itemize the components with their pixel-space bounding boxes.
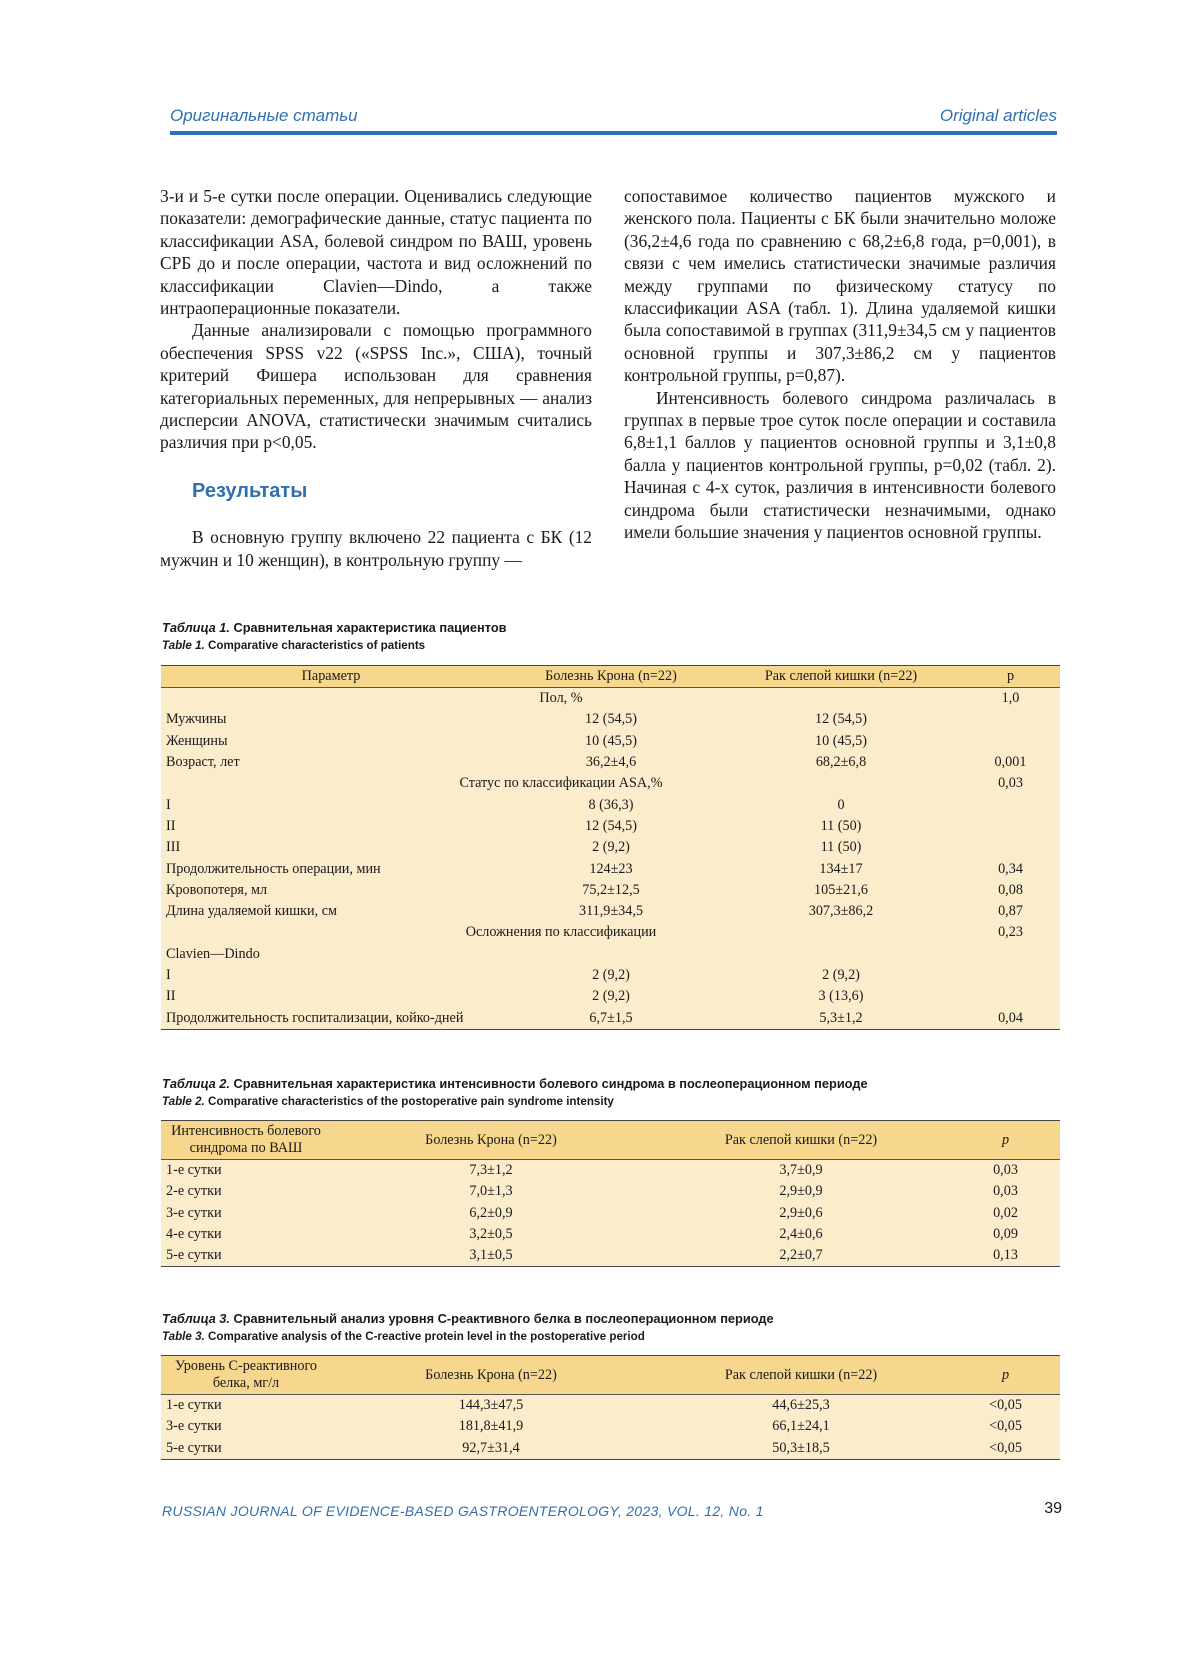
table2-cell-cancer: 3,7±0,9 [779,1162,823,1179]
table3-header: Уровень С-реактивного белка, мг/л [161,1356,331,1395]
table-row [161,986,1060,1007]
table2-cell-cancer: 2,4±0,6 [779,1226,823,1243]
table1-section-label: Статус по классификации ASA,% [459,775,663,792]
table-row [161,1224,1060,1245]
paragraph-statistics: Данные анализировали с помощью программного обеспечения SPSS v22 («SPSS Inc.», США), точный критерий Фишера использован для сравнения категориальных переменных, для непрерывных — анализ дисперсии ANOVA, статистически значимым считались различия при p<0,05. [160,320,592,453]
table3-label-ru: Таблица 3. [162,1311,230,1326]
table-row [161,1160,1060,1182]
paragraph-results-start: В основную группу включено 22 пациента с БК (12 мужчин и 10 женщин), в контрольную группу — [160,527,592,570]
table1-cell-cancer: 307,3±86,2 [808,903,874,920]
table2-cell-crohn: 6,2±0,9 [469,1204,513,1221]
table1-cell-crohn: 2 (9,2) [592,988,630,1005]
table2-cell-crohn: 7,3±1,2 [469,1162,513,1179]
table-row [161,1438,1060,1460]
table3-cell-day: 3-е сутки [166,1418,222,1435]
table3-cell-p: <0,05 [989,1397,1022,1414]
table2-label-ru: Таблица 2. [162,1076,230,1091]
table1-cell-p [961,944,1060,965]
table1-cell-p [961,965,1060,986]
table1-cell-cancer: 10 (45,5) [814,732,867,749]
table2-cell-day: 3-е сутки [166,1204,222,1221]
table1-cell-cancer: 2 (9,2) [822,967,860,983]
table1-cell-crohn: 2 (9,2) [592,839,630,856]
table1-header: p [961,666,1060,688]
header-section-en: Original articles [939,106,1057,125]
table1-cell-cancer: 0 [837,796,845,813]
table1-cell-crohn: 6,7±1,5 [501,1007,721,1029]
table3-header: Болезнь Крона (n=22) [331,1356,651,1395]
table1-cell-p: 1,0 [1001,690,1020,707]
table2-header: Болезнь Крона (n=22) [331,1121,651,1160]
header-section-ru: Оригинальные статьи [170,106,358,125]
table3-title-en: Comparative analysis of the C-reactive protein level in the postoperative period [207,1330,645,1343]
table1-cell-param: Продолжительность госпитализации, койко-дней [161,1007,501,1029]
table1-cell-cancer [721,944,961,965]
table1-cell-param: II [166,988,176,1005]
table-row [161,794,1060,815]
table-row [161,880,1060,901]
table2-cell-crohn: 3,1±0,5 [331,1245,651,1267]
table3-cell-p: <0,05 [951,1438,1060,1460]
table3-label-en: Table 3. [162,1330,205,1343]
table2-cell-p: 0,02 [993,1204,1018,1221]
table1-cell-cancer: 5,3±1,2 [721,1007,961,1029]
table3-cell-crohn: 144,3±47,5 [458,1397,524,1414]
table1-cell-cancer: 68,2±6,8 [815,754,867,771]
table1-cell-crohn: 311,9±34,5 [578,903,643,920]
table1-cell-cancer: 11 (50) [820,817,862,834]
table1-cell-param: Длина удаляемой кишки, см [166,903,338,920]
table3-caption [162,1311,774,1343]
table3-cell-day: 5-е сутки [161,1438,331,1460]
table1-cell-crohn: 10 (45,5) [584,732,637,749]
table-row [161,816,1060,837]
paragraph-methods-end: 3-и и 5-е сутки после операции. Оценивались следующие показатели: демографические данные, статус пациента по классификации ASA, болевой синдром по ВАШ, уровень СРБ до и после операции, частота и вид осложнений по классификации Clavien—Dindo, а также интраоперационные показатели. [160,186,592,319]
table-row [161,837,1060,858]
table1-title-ru: Сравнительная характеристика пациентов [233,620,507,635]
table2-header: p [951,1121,1060,1160]
table1-header: Параметр [161,666,501,688]
table1-cell-p: 0,34 [998,860,1023,877]
table1-cell-cancer: 3 (13,6) [818,988,864,1005]
table1-header-row [161,666,1060,688]
table1-cell-p [961,816,1060,837]
table1-cell-param: Продолжительность операции, мин [166,860,381,877]
table2-caption [162,1076,868,1108]
table1-cell-cancer: 11 (50) [820,839,862,856]
section-heading-results: Результаты [192,479,308,502]
table-row [161,944,1060,965]
table2-cell-p: 0,03 [993,1183,1018,1200]
table-row [161,1203,1060,1224]
table1-cell-crohn: 12 (54,5) [584,817,637,834]
paragraph-pain-intensity: Интенсивность болевого синдрома различалась в группах в первые трое суток после операции и составила 6,8±1,1 баллов у пациентов основной группы и 3,1±0,8 балла у пациентов контрольной группы, p=0,02 (табл. 2). Начиная с 4-х суток, различия в интенсивности болевого синдрома были статистически незначимыми, однако имели большие значения у пациентов основной группы. [624,387,1056,543]
table3-cell-cancer: 66,1±24,1 [772,1418,830,1435]
table2-title-ru: Сравнительная характеристика интенсивности болевого синдрома в послеоперационном периоде [233,1076,868,1091]
table3-cell-cancer: 44,6±25,3 [772,1397,830,1414]
table3-cell-crohn: 92,7±31,4 [331,1438,651,1460]
table3-header-row [161,1356,1060,1395]
table2-cell-p: 0,03 [993,1162,1018,1179]
table1-cell-p: 0,04 [961,1007,1060,1029]
table1-section-row [161,922,1060,943]
table2-label-en: Table 2. [162,1095,205,1108]
table2-cell-cancer: 2,9±0,6 [779,1204,823,1221]
table1-cell-p [961,709,1060,730]
table2-cell-p: 0,13 [951,1245,1060,1267]
table1-section-row [161,773,1060,794]
table1-title-en: Comparative characteristics of patients [207,639,426,652]
right-column [624,185,1056,544]
table1-cell-crohn [501,944,721,965]
table1-cell-crohn: 12 (54,5) [584,711,637,728]
table1-cell-param: Clavien—Dindo [166,945,260,962]
table2-cell-crohn: 3,2±0,5 [469,1226,513,1243]
table2-cell-crohn: 7,0±1,3 [469,1183,513,1200]
table-row [161,731,1060,752]
table1-cell-crohn: 2 (9,2) [592,967,630,983]
table3 [161,1355,1060,1460]
table2-cell-day: 2-е сутки [166,1183,222,1200]
table2-cell-day: 1-е сутки [166,1162,222,1179]
table2-cell-p: 0,09 [993,1226,1018,1243]
table1-header: Болезнь Крона (n=22) [501,666,721,688]
table2 [161,1120,1060,1267]
table1 [161,665,1060,1030]
table1-cell-p: 0,08 [998,881,1023,898]
table1-section-label: Пол, % [539,690,583,707]
table2-cell-day: 5-е сутки [161,1245,331,1267]
table1-section-label: Осложнения по классификации [465,924,657,941]
paragraph-results-groups: сопоставимое количество пациентов мужского и женского пола. Пациенты с БК были значительно моложе (36,2±4,6 года по сравнению с 68,2±6,8 года, p=0,001), в связи с чем имелись статистически значимые различия между группами по физическому статусу по классификации ASA (табл. 1). Длина удаляемой кишки была сопоставимой в группах (311,9±34,5 см у пациентов основной группы и 307,3±86,2 см у пациентов контрольной группы, p=0,87). [624,186,1056,386]
table2-header-row [161,1121,1060,1160]
table-row [161,752,1060,773]
table1-caption [162,620,507,652]
table1-cell-p: 0,001 [994,754,1027,771]
table1-cell-cancer: 105±21,6 [814,881,868,898]
table2-cell-day: 4-е сутки [166,1226,222,1243]
table-row [161,901,1060,922]
table1-cell-p: 0,23 [998,924,1023,941]
table1-cell-cancer: 134±17 [819,860,863,877]
table1-cell-param: Женщины [166,732,228,749]
running-header [170,106,1057,132]
table2-cell-cancer: 2,2±0,7 [651,1245,951,1267]
table1-cell-p [961,794,1060,815]
table3-cell-day: 1-е сутки [166,1397,222,1414]
table1-cell-param: II [166,817,176,834]
table1-cell-crohn: 75,2±12,5 [582,881,640,898]
table-row [161,1007,1060,1029]
table3-title-ru: Сравнительный анализ уровня С-реактивного белка в послеоперационном периоде [233,1311,774,1326]
table1-cell-param: I [166,796,171,813]
table1-cell-p: 0,87 [998,903,1023,920]
table2-header: Рак слепой кишки (n=22) [651,1121,951,1160]
table-row [161,1245,1060,1267]
table-row [161,858,1060,879]
table3-header: Рак слепой кишки (n=22) [651,1356,951,1395]
table1-cell-p [961,837,1060,858]
table1-cell-param: I [166,967,171,983]
table-row [161,1181,1060,1202]
table-row [161,1395,1060,1417]
table-row [161,965,1060,986]
table1-cell-crohn: 36,2±4,6 [585,754,637,771]
table2-title-en: Comparative characteristics of the postoperative pain syndrome intensity [207,1095,614,1108]
table1-cell-p [961,731,1060,752]
journal-footer: RUSSIAN JOURNAL OF EVIDENCE-BASED GASTROENTEROLOGY, 2023, VOL. 12, No. 1 [162,1503,764,1519]
left-column [160,185,592,571]
header-rule [170,131,1057,135]
table2-header: Интенсивность болевого синдрома по ВАШ [161,1121,331,1160]
table1-cell-param: Мужчины [166,711,227,728]
table1-label-ru: Таблица 1. [162,620,230,635]
table3-cell-crohn: 181,8±41,9 [458,1418,524,1435]
table1-cell-crohn: 8 (36,3) [588,796,634,813]
table-row [161,709,1060,730]
table1-section-row [161,688,1060,710]
table1-cell-param: Кровопотеря, мл [166,881,268,898]
page-number: 39 [1044,1500,1062,1517]
table3-header: p [951,1356,1060,1395]
table1-header: Рак слепой кишки (n=22) [721,666,961,688]
table1-cell-cancer: 12 (54,5) [814,711,867,728]
table1-cell-p [961,986,1060,1007]
table1-cell-crohn: 124±23 [589,860,633,877]
table1-cell-param: III [166,839,181,856]
table1-label-en: Table 1. [162,639,205,652]
table2-cell-cancer: 2,9±0,9 [779,1183,823,1200]
table3-cell-p: <0,05 [989,1418,1022,1435]
table3-cell-cancer: 50,3±18,5 [651,1438,951,1460]
table1-cell-p: 0,03 [998,775,1023,792]
table1-cell-param: Возраст, лет [166,754,240,771]
table-row [161,1416,1060,1437]
